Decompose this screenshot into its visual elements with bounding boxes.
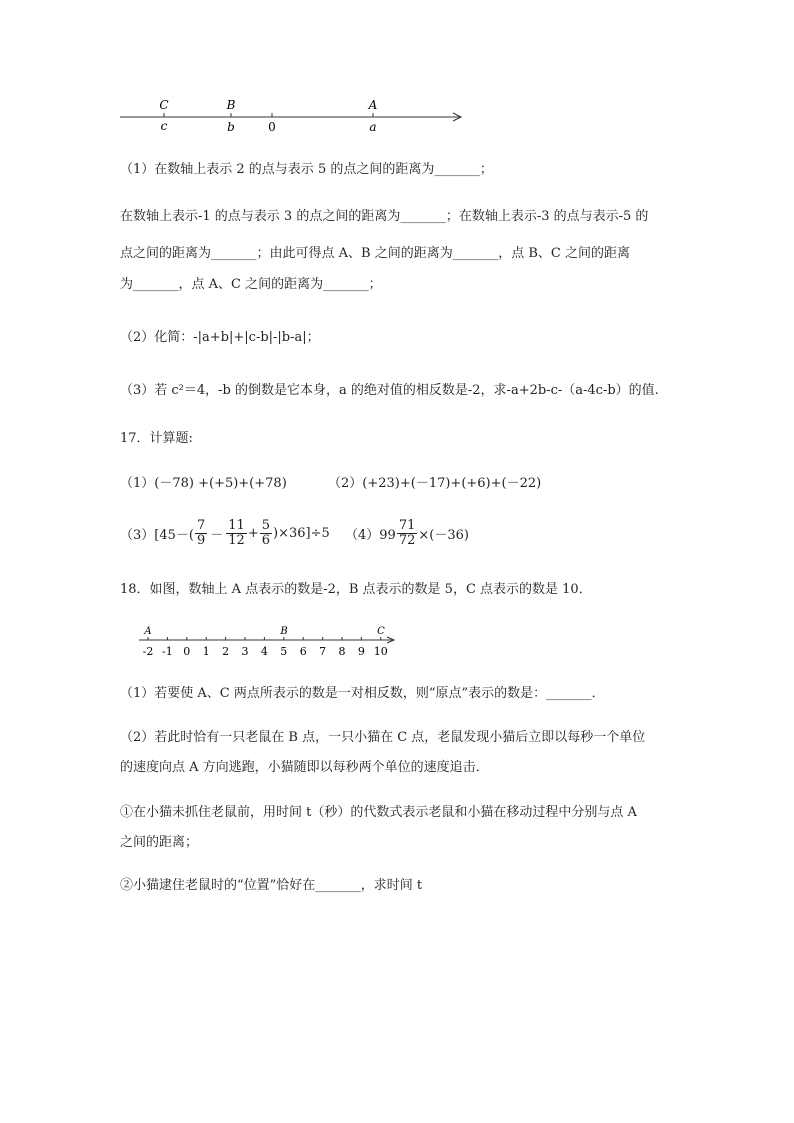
fraction-denominator: 6 [261, 532, 270, 548]
q16-part1-line2: 在数轴上表示-1 的点与表示 3 的点之间的距离为_______；在数轴上表示-3 的点与表示-5 的 [120, 209, 649, 224]
tick-label: 5 [280, 645, 288, 658]
point-label-C: C [159, 98, 169, 112]
fraction-11-12 [226, 519, 247, 548]
fraction-denominator: 9 [196, 532, 206, 548]
q16-part1-line3: 点之间的距离为_______；由此可得点 A、B 之间的距离为_______，点 B、C 之间的距离 [120, 246, 630, 261]
q16-part1-line1: （1）在数轴上表示 2 的点与表示 5 的点之间的距离为_______； [120, 162, 493, 177]
fraction-numerator: 11 [228, 517, 245, 533]
q16-part2: （2）化简：-|a+b|+|c-b|-|b-a|； [120, 330, 320, 345]
q18-part1: （1）若要使 A、C 两点所表示的数是一对相反数，则“原点”表示的数是：_______． [120, 686, 605, 701]
point-label-C: C [377, 626, 385, 637]
fraction-denominator: 12 [228, 532, 245, 548]
point-label-A: A [368, 98, 378, 112]
tick-label: 6 [299, 645, 307, 658]
tick-label: 8 [338, 645, 346, 658]
operator-plus: + [247, 525, 259, 541]
tick-label: -2 [142, 645, 154, 658]
fraction-numerator: 5 [261, 517, 270, 533]
tick-label: 1 [202, 645, 210, 658]
point-label-A: A [144, 626, 152, 637]
q17-part4-suffix: ×(－36) [418, 527, 469, 543]
fraction-7-9 [195, 519, 207, 548]
tick-label: 0 [183, 645, 191, 658]
q17-part3 [120, 513, 330, 553]
q17-part3-suffix: )×36]÷5 [273, 525, 330, 541]
value-label-a: a [369, 120, 377, 134]
tick-label: 7 [319, 645, 327, 658]
q18-part2-line2: 的速度向点 A 方向逃跑，小猫随即以每秒两个单位的速度追击． [120, 760, 489, 775]
operator-minus: － [210, 527, 224, 543]
tick-label: -1 [162, 645, 173, 658]
q17-part3-prefix: （3）[45－( [120, 527, 194, 543]
fraction-5-6 [260, 519, 272, 548]
value-label-b: b [227, 120, 235, 134]
q18-sub1-line2: 之间的距离； [120, 835, 199, 850]
q16-part1-line4: 为_______，点 A、C 之间的距离为_______； [120, 277, 382, 292]
point-label-B: B [226, 98, 236, 112]
tick-label: 4 [260, 645, 268, 658]
q17-part1: （1）(－78) +(+5)+(+78) [120, 476, 287, 491]
fraction-71-72 [397, 519, 418, 548]
q17-title: 17．计算题: [120, 431, 193, 446]
number-line-2 [135, 622, 400, 662]
tick-label: 3 [241, 645, 249, 658]
q18-part2-line1: （2）若此时恰有一只老鼠在 B 点，一只小猫在 C 点，老鼠发现小猫后立即以每秒一个单位 [120, 730, 646, 745]
q16-part3: （3）若 c²＝4，-b 的倒数是它本身，a 的绝对值的相反数是-2，求-a+2b-c-（a-4c-b）的值. [120, 383, 659, 398]
value-label-c: c [160, 119, 168, 133]
q18-sub2: ②小猫逮住老鼠时的“位置”恰好在_______，求时间 t [120, 878, 423, 893]
value-label-0: 0 [268, 120, 276, 134]
tick-label: 10 [373, 645, 388, 658]
q18-intro: 18．如图，数轴上 A 点表示的数是-2，B 点表示的数是 5，C 点表示的数是 10． [120, 582, 592, 597]
q17-part2: （2）(+23)+(－17)+(+6)+(－22) [328, 476, 542, 491]
q17-part4-prefix: （4）99 [345, 527, 396, 543]
q18-sub1-line1: ①在小猫未抓住老鼠前，用时间 t（秒）的代数式表示老鼠和小猫在移动过程中分别与点 A [120, 805, 637, 820]
tick-label: 2 [222, 645, 230, 658]
fraction-numerator: 7 [196, 517, 206, 533]
q17-part4 [345, 513, 469, 553]
point-label-B: B [280, 626, 288, 637]
number-line-1 [115, 92, 475, 137]
tick-label: 9 [357, 645, 365, 658]
fraction-denominator: 72 [398, 532, 416, 548]
fraction-numerator: 71 [398, 517, 416, 533]
